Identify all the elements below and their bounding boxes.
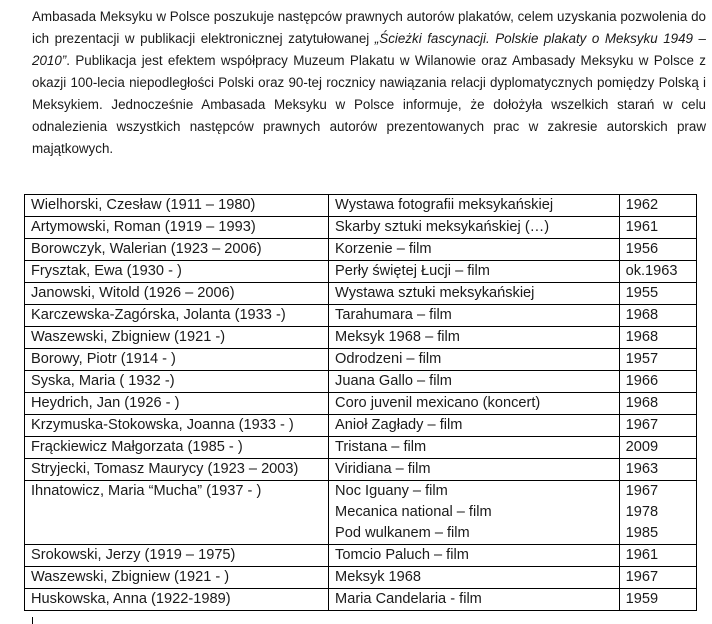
title-cell: Wystawa sztuki meksykańskiej — [329, 283, 620, 305]
author-cell: Borowczyk, Walerian (1923 – 2006) — [25, 239, 329, 261]
work-year: 1967 — [625, 483, 659, 499]
year-cell: 1968 — [619, 393, 696, 415]
table-row — [25, 589, 697, 611]
year-cell: 1959 — [619, 589, 696, 611]
table-row — [25, 305, 697, 327]
work-title: Mecanica national – film — [335, 504, 492, 520]
work-year: 1978 — [625, 504, 659, 520]
year-cell: 1967 — [619, 415, 696, 437]
title-cell-multi — [329, 481, 620, 545]
title-cell: Skarby sztuki meksykańskiej (…) — [329, 217, 620, 239]
author-cell: Borowy, Piotr (1914 - ) — [25, 349, 329, 371]
work-title: Noc Iguany – film — [335, 483, 448, 499]
title-cell: Coro juvenil mexicano (koncert) — [329, 393, 620, 415]
table-row — [25, 371, 697, 393]
year-cell: 1963 — [619, 459, 696, 481]
table-row — [25, 349, 697, 371]
author-cell: Artymowski, Roman (1919 – 1993) — [25, 217, 329, 239]
intro-paragraph — [32, 6, 706, 160]
title-cell: Maria Candelaria - film — [329, 589, 620, 611]
title-cell: Meksyk 1968 – film — [329, 327, 620, 349]
year-cell: 1956 — [619, 239, 696, 261]
year-cell: 2009 — [619, 437, 696, 459]
table-row — [25, 415, 697, 437]
table-row — [25, 567, 697, 589]
author-cell: Heydrich, Jan (1926 - ) — [25, 393, 329, 415]
author-cell: Karczewska-Zagórska, Jolanta (1933 -) — [25, 305, 329, 327]
text-cursor-mark — [32, 617, 33, 624]
year-cell: ok.1963 — [619, 261, 696, 283]
title-cell: Perły świętej Łucji – film — [329, 261, 620, 283]
author-cell: Frysztak, Ewa (1930 - ) — [25, 261, 329, 283]
title-cell: Meksyk 1968 — [329, 567, 620, 589]
author-cell: Frąckiewicz Małgorzata (1985 - ) — [25, 437, 329, 459]
table-row — [25, 195, 697, 217]
author-cell: Stryjecki, Tomasz Maurycy (1923 – 2003) — [25, 459, 329, 481]
table-row — [25, 545, 697, 567]
year-cell: 1967 — [619, 567, 696, 589]
author-cell: Wielhorski, Czesław (1911 – 1980) — [25, 195, 329, 217]
year-cell: 1966 — [619, 371, 696, 393]
title-cell: Tomcio Paluch – film — [329, 545, 620, 567]
publication-title: „Ścieżki fascynacji. Polskie plakaty o Meksyku 1949 – 2010” — [32, 31, 706, 68]
year-cell-multi — [619, 481, 696, 545]
table-row — [25, 437, 697, 459]
year-cell: 1961 — [619, 217, 696, 239]
posters-table — [24, 194, 697, 611]
year-cell: 1957 — [619, 349, 696, 371]
title-cell: Korzenie – film — [329, 239, 620, 261]
year-cell: 1961 — [619, 545, 696, 567]
author-cell: Janowski, Witold (1926 – 2006) — [25, 283, 329, 305]
author-cell: Syska, Maria ( 1932 -) — [25, 371, 329, 393]
table-row — [25, 217, 697, 239]
year-cell: 1962 — [619, 195, 696, 217]
author-cell: Huskowska, Anna (1922-1989) — [25, 589, 329, 611]
title-cell: Viridiana – film — [329, 459, 620, 481]
table-row — [25, 261, 697, 283]
title-cell: Odrodzeni – film — [329, 349, 620, 371]
title-cell: Tristana – film — [329, 437, 620, 459]
year-cell: 1955 — [619, 283, 696, 305]
table-row-multi — [25, 481, 697, 545]
table-row — [25, 459, 697, 481]
author-cell: Srokowski, Jerzy (1919 – 1975) — [25, 545, 329, 567]
table-row — [25, 393, 697, 415]
intro-text-part2: . Publikacja jest efektem współpracy Muzeum Plakatu w Wilanowie oraz Ambasady Meksyku w Polsce z okazji 100-lecia niepodległości Polski oraz 90-tej rocznicy nawiązania relacji dyplomatycznych pomiędzy Polską i Meksykiem. Jednocześnie Ambasada Meksyku w Polsce informuje, że dołożyła wszelkich starań w celu odnalezienia wszystkich następców prawnych autorów prezentowanych prac w zakresie autorskich praw majątkowych. — [32, 53, 706, 156]
author-cell: Waszewski, Zbigniew (1921 -) — [25, 327, 329, 349]
author-cell: Waszewski, Zbigniew (1921 - ) — [25, 567, 329, 589]
author-cell: Ihnatowicz, Maria “Mucha” (1937 - ) — [25, 481, 329, 545]
intro-text-part1: Ambasada Meksyku w Polsce poszukuje następców prawnych autorów plakatów, celem uzyskania pozwolenia do ich prezentacji w publikacji elektronicznej zatytułowanej — [32, 9, 706, 46]
table-row — [25, 327, 697, 349]
year-cell: 1968 — [619, 305, 696, 327]
title-cell: Tarahumara – film — [329, 305, 620, 327]
year-cell: 1968 — [619, 327, 696, 349]
author-cell: Krzymuska-Stokowska, Joanna (1933 - ) — [25, 415, 329, 437]
work-title: Pod wulkanem – film — [335, 525, 470, 541]
work-year: 1985 — [625, 525, 659, 541]
table-row — [25, 283, 697, 305]
title-cell: Wystawa fotografii meksykańskiej — [329, 195, 620, 217]
table-row — [25, 239, 697, 261]
title-cell: Anioł Zagłady – film — [329, 415, 620, 437]
title-cell: Juana Gallo – film — [329, 371, 620, 393]
